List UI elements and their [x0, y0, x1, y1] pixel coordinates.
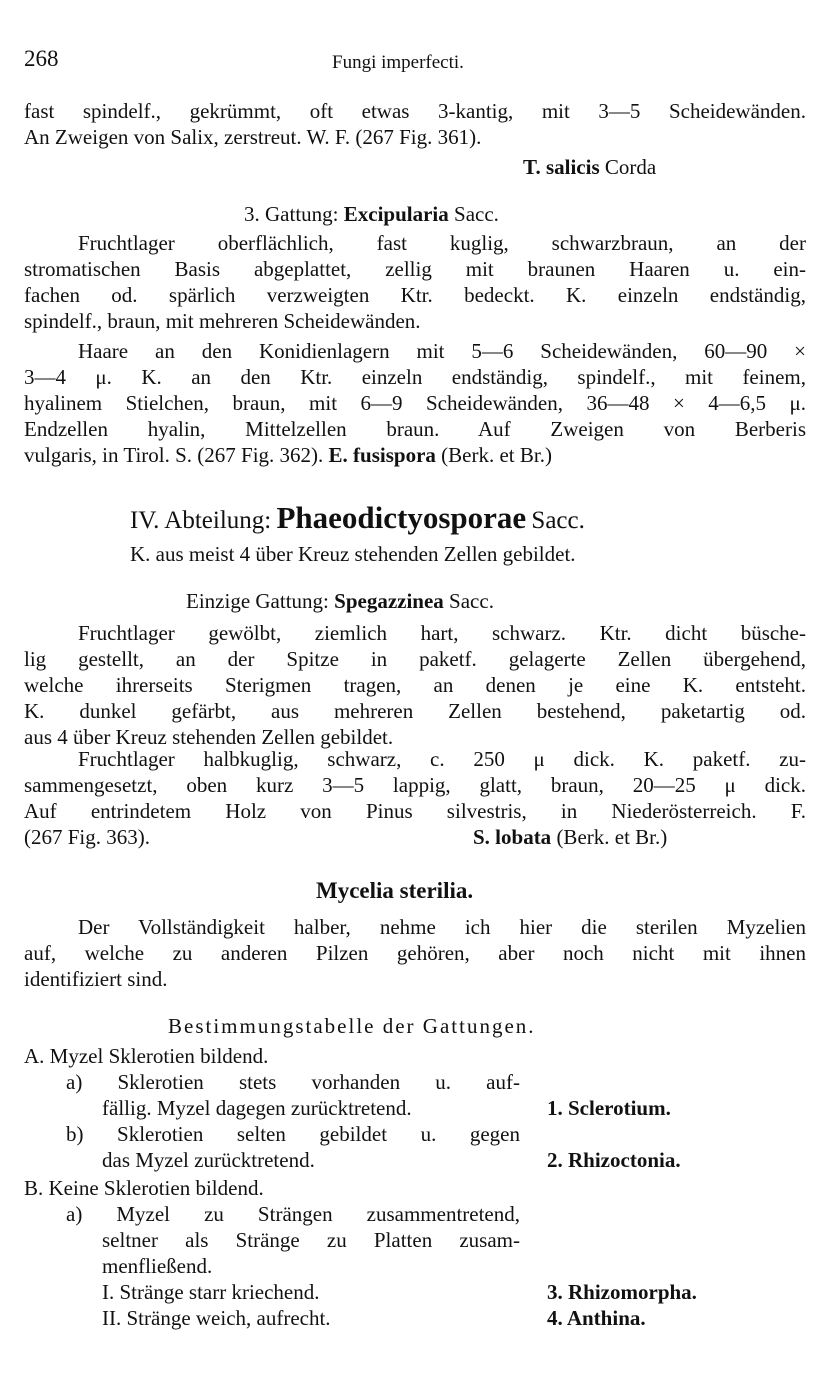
text-line: 3—4 μ. K. an den Ktr. einzeln endständig, spindelf., mit feinem,: [24, 365, 806, 389]
text-line: Fruchtlager oberflächlich, fast kuglig, schwarzbraun, an der: [78, 231, 806, 255]
key-result-rhizoctonia: 2. Rhizoctonia.: [547, 1148, 681, 1172]
species-author: (Berk. et Br.): [556, 825, 668, 849]
species-name: T. salicis: [523, 155, 600, 179]
key-title: Bestimmungstabelle der Gattungen.: [168, 1014, 536, 1038]
key-entry-A: A. Myzel Sklerotien bildend.: [24, 1044, 269, 1068]
genus-heading: [244, 201, 499, 227]
section-title: Mycelia sterilia.: [316, 878, 474, 903]
genus-author: Sacc.: [454, 202, 499, 226]
text-line: welche ihrerseits Sterigmen tragen, an denen je eine K. entsteht.: [24, 673, 806, 697]
genus-heading-label: Einzige Gattung:: [186, 589, 329, 613]
key-entry-Ba: a) Myzel zu Strängen zusammentretend,: [66, 1202, 520, 1226]
text-line: fast spindelf., gekrümmt, oft etwas 3-kantig, mit 3—5 Scheidewänden.: [24, 99, 806, 123]
text-line: Endzellen hyalin, Mittelzellen braun. Auf Zweigen von Berberis: [24, 417, 806, 441]
text-segment: vulgaris, in Tirol. S. (267 Fig. 362).: [24, 443, 324, 467]
text-line: stromatischen Basis abgeplattet, zellig mit braunen Haaren u. ein-: [24, 257, 806, 281]
text-line: sammengesetzt, oben kurz 3—5 lappig, glatt, braun, 20—25 μ dick.: [24, 773, 806, 797]
text-line: Fruchtlager halbkuglig, schwarz, c. 250 μ dick. K. paketf. zu-: [78, 747, 806, 771]
page-number: 268: [24, 46, 59, 71]
genus-author: Sacc.: [449, 589, 494, 613]
text-line: aus 4 über Kreuz stehenden Zellen gebildet.: [24, 725, 394, 749]
text-line: spindelf., braun, mit mehreren Scheidewänden.: [24, 309, 421, 333]
genus-name: Spegazzinea: [334, 589, 444, 613]
key-result-rhizomorpha: 3. Rhizomorpha.: [547, 1280, 697, 1304]
key-entry-Ba-cont: seltner als Stränge zu Platten zusam-: [102, 1228, 520, 1252]
key-result-sclerotium: 1. Sclerotium.: [547, 1096, 671, 1120]
running-title: Fungi imperfecti.: [332, 52, 464, 73]
genus-heading: [186, 588, 494, 614]
text-line: lig gestellt, an der Spitze in paketf. gelagerte Zellen übergehend,: [24, 647, 806, 671]
text-line: K. dunkel gefärbt, aus mehreren Zellen bestehend, paketartig od.: [24, 699, 806, 723]
text-line-with-species: [24, 442, 552, 468]
species-author: Corda: [604, 155, 657, 179]
text-line: An Zweigen von Salix, zerstreut. W. F. (267 Fig. 361).: [24, 125, 482, 149]
division-subtitle: K. aus meist 4 über Kreuz stehenden Zellen gebildet.: [130, 542, 576, 566]
division-name: Phaeodictyosporae: [276, 500, 527, 535]
text-line: (267 Fig. 363).: [24, 825, 150, 849]
key-entry-BaII: II. Stränge weich, aufrecht.: [102, 1306, 331, 1330]
text-line: identifiziert sind.: [24, 967, 168, 991]
division-heading: [130, 500, 585, 539]
key-entry-Ab: b) Sklerotien selten gebildet u. gegen: [66, 1122, 520, 1146]
division-label: IV. Abteilung:: [130, 507, 272, 534]
species-name-line: [523, 154, 656, 180]
genus-heading-label: 3. Gattung:: [244, 202, 339, 226]
species-author: (Berk. et Br.): [441, 443, 552, 467]
key-entry-Ab-cont: das Myzel zurücktretend.: [102, 1148, 315, 1172]
key-entry-BaI: I. Stränge starr kriechend.: [102, 1280, 320, 1304]
text-line: hyalinem Stielchen, braun, mit 6—9 Scheidewänden, 36—48 × 4—6,5 μ.: [24, 391, 806, 415]
text-line: Auf entrindetem Holz von Pinus silvestris, in Niederösterreich. F.: [24, 799, 806, 823]
text-line: Fruchtlager gewölbt, ziemlich hart, schwarz. Ktr. dicht büsche-: [78, 621, 806, 645]
key-entry-Aa: a) Sklerotien stets vorhanden u. auf-: [66, 1070, 520, 1094]
text-line: Der Vollständigkeit halber, nehme ich hier die sterilen Myzelien: [78, 915, 806, 939]
division-author: Sacc.: [531, 507, 585, 534]
key-entry-B: B. Keine Sklerotien bildend.: [24, 1176, 264, 1200]
species-name: E. fusispora: [328, 443, 436, 467]
text-line: Haare an den Konidienlagern mit 5—6 Scheidewänden, 60—90 ×: [78, 339, 806, 363]
key-result-anthina: 4. Anthina.: [547, 1306, 646, 1330]
genus-name: Excipularia: [343, 202, 449, 226]
species-name-line: [473, 824, 667, 850]
key-entry-Aa-cont: fällig. Myzel dagegen zurücktretend.: [102, 1096, 412, 1120]
text-line: fachen od. spärlich verzweigten Ktr. bedeckt. K. einzeln endständig,: [24, 283, 806, 307]
text-line: auf, welche zu anderen Pilzen gehören, aber noch nicht mit ihnen: [24, 941, 806, 965]
key-entry-Ba-cont: menfließend.: [102, 1254, 213, 1278]
species-name: S. lobata: [473, 825, 552, 849]
